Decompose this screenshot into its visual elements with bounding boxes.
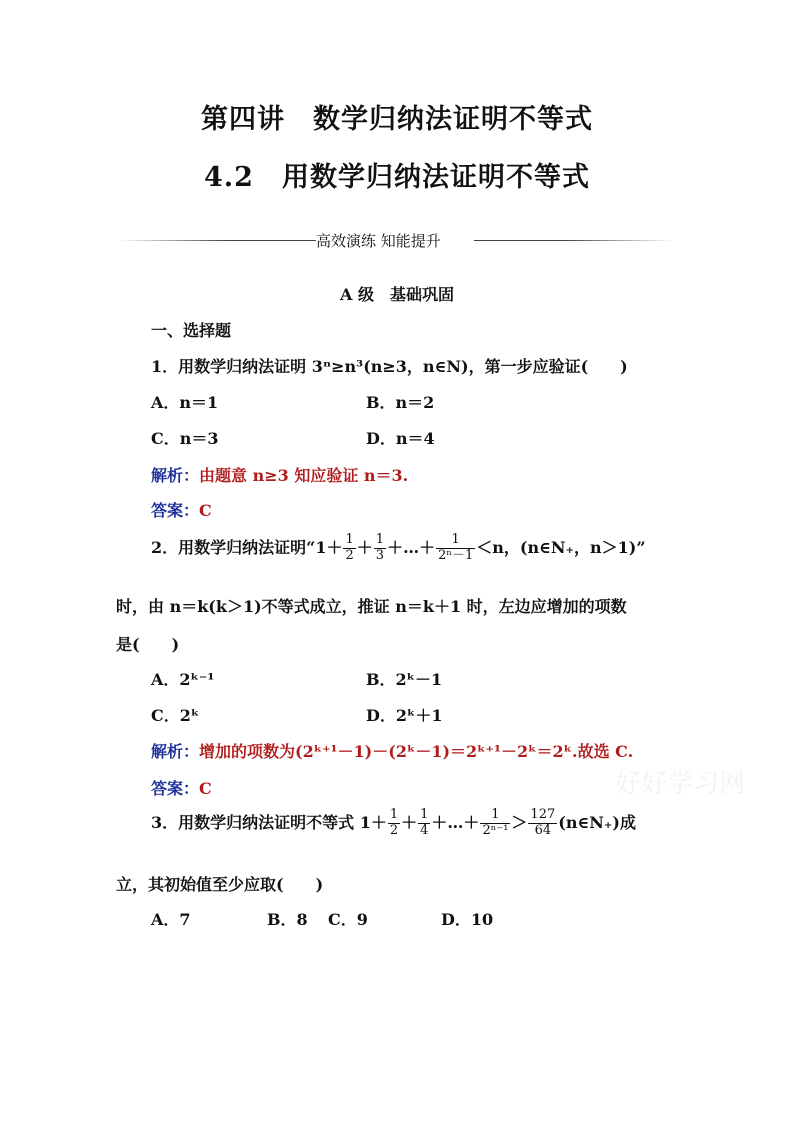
q2-f3-den: 2ⁿ－1 bbox=[438, 547, 474, 563]
q1-stem: 1．用数学归纳法证明 3ⁿ≥n³(n≥3，n∈N)，第一步应验证( ) bbox=[151, 357, 628, 376]
q2-f2-den: 3 bbox=[375, 547, 385, 563]
q3-line-2: 立，其初始值至少应取( ) bbox=[116, 875, 324, 894]
q1-analysis bbox=[151, 463, 408, 486]
q2-stem-end: ＜n，(n∈N₊，n＞1)” bbox=[476, 537, 646, 557]
q2-option-c: C．2ᵏ bbox=[151, 706, 200, 725]
q3-option-b: B．8 bbox=[267, 910, 308, 929]
q1-option-a: A．n＝1 bbox=[151, 393, 219, 412]
q1-option-b: B．n＝2 bbox=[366, 393, 435, 412]
q2-f3-num: 1 bbox=[451, 532, 460, 547]
q3-f3-num: 1 bbox=[491, 807, 500, 822]
q1-option-c: C．n＝3 bbox=[151, 429, 219, 448]
q1-answer-value: C bbox=[199, 501, 212, 520]
q2-answer-value: C bbox=[199, 779, 212, 798]
q3-f4-num: 127 bbox=[530, 807, 556, 822]
q2-analysis bbox=[151, 739, 633, 762]
q2-f1-num: 1 bbox=[345, 532, 354, 547]
q3-fraction-4 bbox=[528, 808, 557, 839]
q1-analysis-text: 由题意 n≥3 知应验证 n＝3. bbox=[199, 466, 409, 485]
q1-option-d: D．n＝4 bbox=[366, 429, 435, 448]
q2-option-b: B．2ᵏ－1 bbox=[366, 670, 443, 689]
q3-stem-start: 3．用数学归纳法证明不等式 1＋ bbox=[151, 812, 387, 832]
level-heading: A 级 基础巩固 bbox=[340, 285, 454, 304]
q2-analysis-text: 增加的项数为(2ᵏ⁺¹－1)－(2ᵏ－1)＝2ᵏ⁺¹－2ᵏ＝2ᵏ.故选 C. bbox=[199, 742, 634, 761]
q2-option-d: D．2ᵏ＋1 bbox=[366, 706, 443, 725]
q2-answer-label: 答案： bbox=[151, 779, 200, 798]
q2-analysis-label: 解析： bbox=[151, 742, 200, 761]
q2-line-2: 时，由 n＝k(k＞1)不等式成立，推证 n＝k＋1 时，左边应增加的项数 bbox=[116, 597, 627, 616]
q3-f2-num: 1 bbox=[420, 807, 429, 822]
q3-f4-den: 64 bbox=[528, 823, 557, 839]
q2-f1-den: 2 bbox=[345, 547, 354, 563]
chapter-title: 第四讲 数学归纳法证明不等式 bbox=[201, 104, 593, 135]
q3-f2-den: 4 bbox=[420, 822, 429, 838]
banner-text: 高效演练 知能提升 bbox=[316, 232, 441, 250]
banner-rule-left bbox=[118, 240, 316, 241]
q3-stem: 3．用数学归纳法证明不等式 1＋ $\frac{1}{2}$ ＋ $\frac{1}{4}$ ＋…＋ $\frac{1}{\text{2ⁿ⁻¹}}$ ＞ $\frac{127}{64}$ (n∈N₊)成 bbox=[151, 807, 636, 838]
q2-answer bbox=[151, 776, 212, 799]
q3-fraction-1 bbox=[388, 808, 400, 839]
section-heading: 一、选择题 bbox=[151, 321, 232, 340]
q3-f1-den: 2 bbox=[389, 822, 399, 838]
q2-f2-num: 1 bbox=[375, 532, 385, 547]
q2-fraction-3 bbox=[436, 533, 475, 564]
q2-line-3: 是( ) bbox=[116, 635, 180, 654]
q2-mid: ＋…＋ bbox=[387, 537, 436, 557]
q3-fraction-3 bbox=[480, 808, 510, 839]
banner-rule-right bbox=[474, 240, 674, 241]
q3-mid: ＋…＋ bbox=[431, 812, 480, 832]
watermark: 好好学习网 bbox=[615, 769, 746, 799]
q2-option-a: A．2ᵏ⁻¹ bbox=[151, 670, 215, 689]
section-title: 4.2 用数学归纳法证明不等式 bbox=[204, 162, 590, 193]
q1-answer-label: 答案： bbox=[151, 501, 200, 520]
q3-f3-den: 2ⁿ⁻¹ bbox=[482, 822, 509, 838]
q3-f1-num: 1 bbox=[389, 807, 399, 822]
q3-stem-end: (n∈N₊)成 bbox=[558, 812, 636, 832]
q3-option-d: D．10 bbox=[441, 910, 494, 929]
q2-fraction-1 bbox=[343, 533, 355, 564]
q3-fraction-2 bbox=[418, 808, 430, 839]
q1-analysis-label: 解析： bbox=[151, 466, 200, 485]
q3-gt: ＞ bbox=[511, 812, 528, 832]
q1-answer bbox=[151, 498, 212, 521]
q2-fraction-2 bbox=[374, 533, 386, 564]
q3-option-a: A．7 bbox=[151, 910, 191, 929]
q3-option-c: C．9 bbox=[328, 910, 368, 929]
q2-stem-start: 2．用数学归纳法证明“1＋ bbox=[151, 537, 343, 557]
q2-stem: 2．用数学归纳法证明“1＋ $\frac{1}{2}$ ＋ $\frac{1}{3}$ ＋…＋ $\frac{1}{\text{2ⁿ－1}}$ ＜n，(n∈N₊，n＞1)” bbox=[151, 532, 646, 563]
